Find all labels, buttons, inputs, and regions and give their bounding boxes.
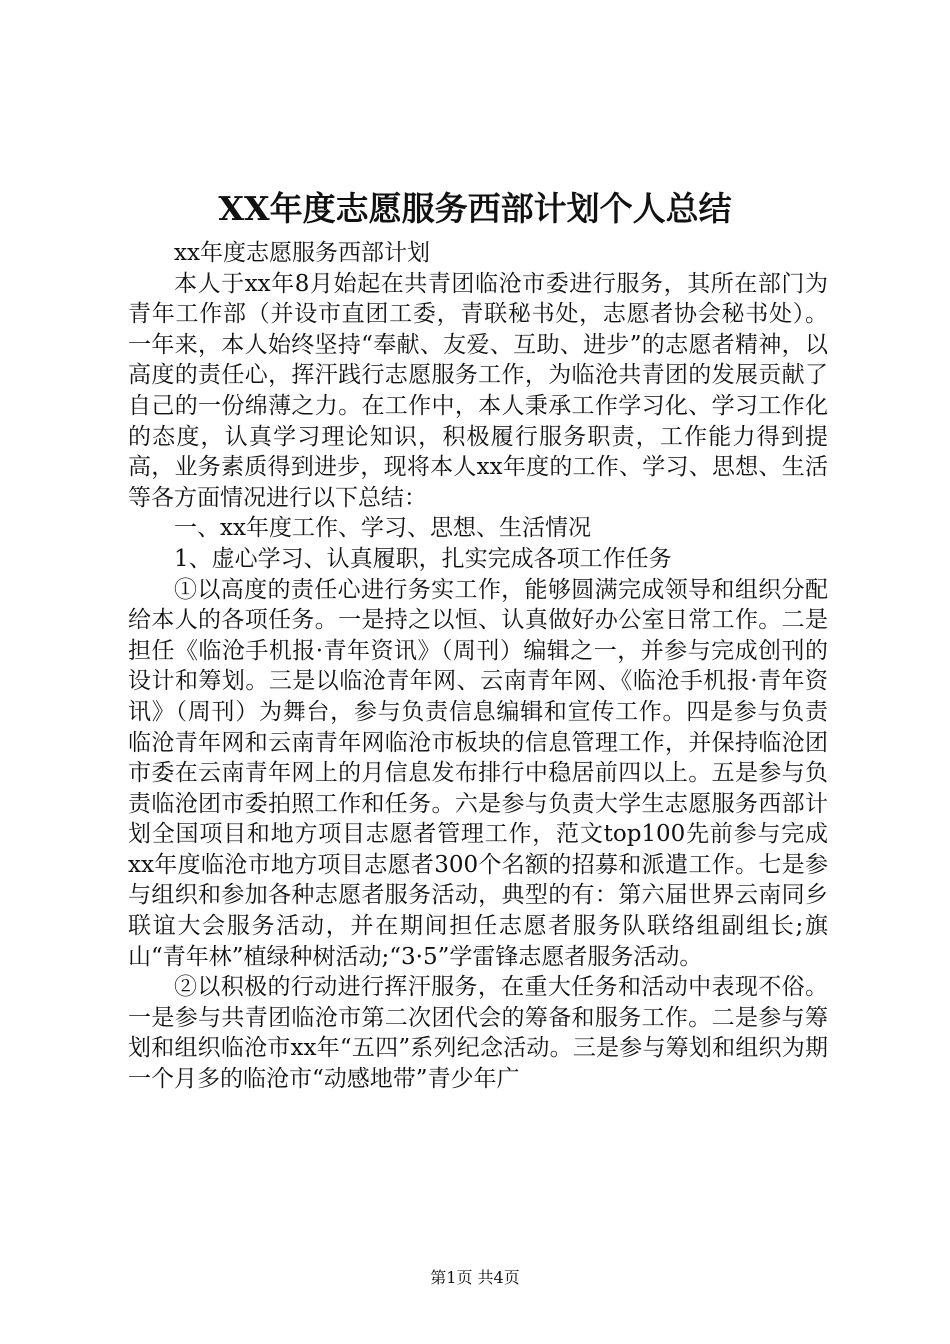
page-footer: 第1页 共4页 — [430, 1268, 520, 1287]
paragraph-subsection-heading: 1、虚心学习、认真履职，扎实完成各项工作任务 — [174, 545, 672, 572]
paragraph-subtitle: xx年度志愿服务西部计划 — [174, 240, 430, 266]
document-title: XX年度志愿服务西部计划个人总结 — [218, 189, 732, 228]
paragraph-intro: 本人于xx年8月始起在共青团临沧市委进行服务，其所在部门为青年工作部（并设市直团工委，青联秘书处，志愿者协会秘书处）。一年来，本人始终坚持“奉献、友爱、互助、进步”的志愿者精神，以高度的责任心，挥汗践行志愿服务工作，为临沧共青团的发展贡献了自己的一份绵薄之力。在工作中，本人秉承工作学习化、学习工作化的态度，认真学习理论知识，积极履行服务职责，工作能力得到提高，业务素质得到进步，现将本人xx年度的工作、学习、思想、生活等各方面情况进行以下总结： — [128, 270, 828, 511]
paragraph-item-2: ②以积极的行动进行挥汗服务，在重大任务和活动中表现不俗。一是参与共青团临沧市第二次团代会的筹备和服务工作。二是参与筹划和组织临沧市xx年“五四”系列纪念活动。三是参与筹划和组织为期一个月多的临沧市“动感地带”青少年广 — [128, 974, 828, 1093]
document-body — [128, 238, 828, 1095]
paragraph-item-1: ①以高度的责任心进行务实工作，能够圆满完成领导和组织分配给本人的各项任务。一是持之以恒、认真做好办公室日常工作。二是担任《临沧手机报·青年资讯》（周刊）编辑之一，并参与完成创刊的设计和筹划。三是以临沧青年网、云南青年网、《临沧手机报·青年资讯》（周刊）为舞台，参与负责信息编辑和宣传工作。四是参与负责临沧青年网和云南青年网临沧市板块的信息管理工作，并保持临沧团市委在云南青年网上的月信息发布排行中稳居前四以上。五是参与负责临沧团市委拍照工作和任务。六是参与负责大学生志愿服务西部计划全国项目和地方项目志愿者管理工作，范文top100先前参与完成xx年度临沧市地方项目志愿者300个名额的招募和派遣工作。七是参与组织和参加各种志愿者服务活动，典型的有：第六届世界云南同乡联谊大会服务活动，并在期间担任志愿者服务队联络组副组长;旗山“青年林”植绿种树活动;“3·5”学雷锋志愿者服务活动。 — [128, 576, 828, 970]
paragraph-section-heading: 一、xx年度工作、学习、思想、生活情况 — [174, 515, 591, 542]
